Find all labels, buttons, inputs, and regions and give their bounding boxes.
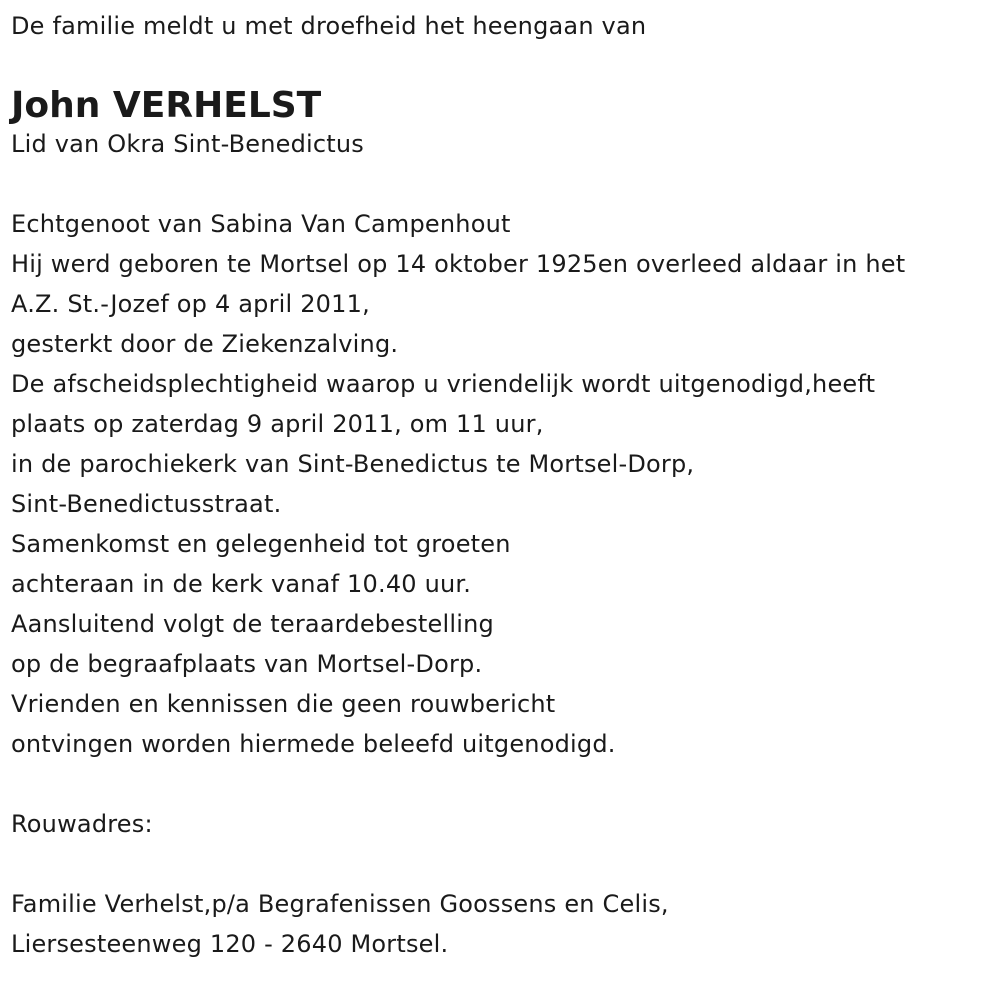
address-block	[11, 884, 996, 964]
body-line: Aansluitend volgt de teraardebestelling	[11, 610, 494, 638]
deceased-name: John VERHELST	[11, 85, 322, 126]
body-line: Sint-Benedictusstraat.	[11, 490, 282, 518]
body-line: Vrienden en kennissen die geen rouwbericht	[11, 690, 556, 718]
body-line: A.Z. St.-Jozef op 4 april 2011,	[11, 290, 370, 318]
address-label: Rouwadres:	[11, 810, 153, 838]
body-line: ontvingen worden hiermede beleefd uitgenodigd.	[11, 730, 616, 758]
body-line: Echtgenoot van Sabina Van Campenhout	[11, 210, 511, 238]
body-line: De afscheidsplechtigheid waarop u vriendelijk wordt uitgenodigd,heeft	[11, 370, 876, 398]
spacer	[11, 844, 996, 884]
body-line: Samenkomst en gelegenheid tot groeten	[11, 530, 511, 558]
membership-text: Lid van Okra Sint-Benedictus	[11, 130, 365, 158]
address-line: Liersesteenweg 120 - 2640 Mortsel.	[11, 930, 449, 958]
body-line: op de begraafplaats van Mortsel-Dorp.	[11, 650, 483, 678]
body-line: Hij werd geboren te Mortsel op 14 oktober 1925en overleed aldaar in het	[11, 250, 906, 278]
spacer	[11, 764, 996, 804]
intro-text: De familie meldt u met droefheid het heengaan van	[11, 12, 647, 40]
body-line: plaats op zaterdag 9 april 2011, om 11 uur,	[11, 410, 544, 438]
address-line: Familie Verhelst,p/a Begrafenissen Goossens en Celis,	[11, 890, 669, 918]
spacer	[11, 164, 996, 204]
notice-body	[11, 204, 996, 764]
body-line: in de parochiekerk van Sint-Benedictus te Mortsel-Dorp,	[11, 450, 695, 478]
death-notice	[11, 6, 996, 964]
body-line: gesterkt door de Ziekenzalving.	[11, 330, 399, 358]
body-line: achteraan in de kerk vanaf 10.40 uur.	[11, 570, 472, 598]
